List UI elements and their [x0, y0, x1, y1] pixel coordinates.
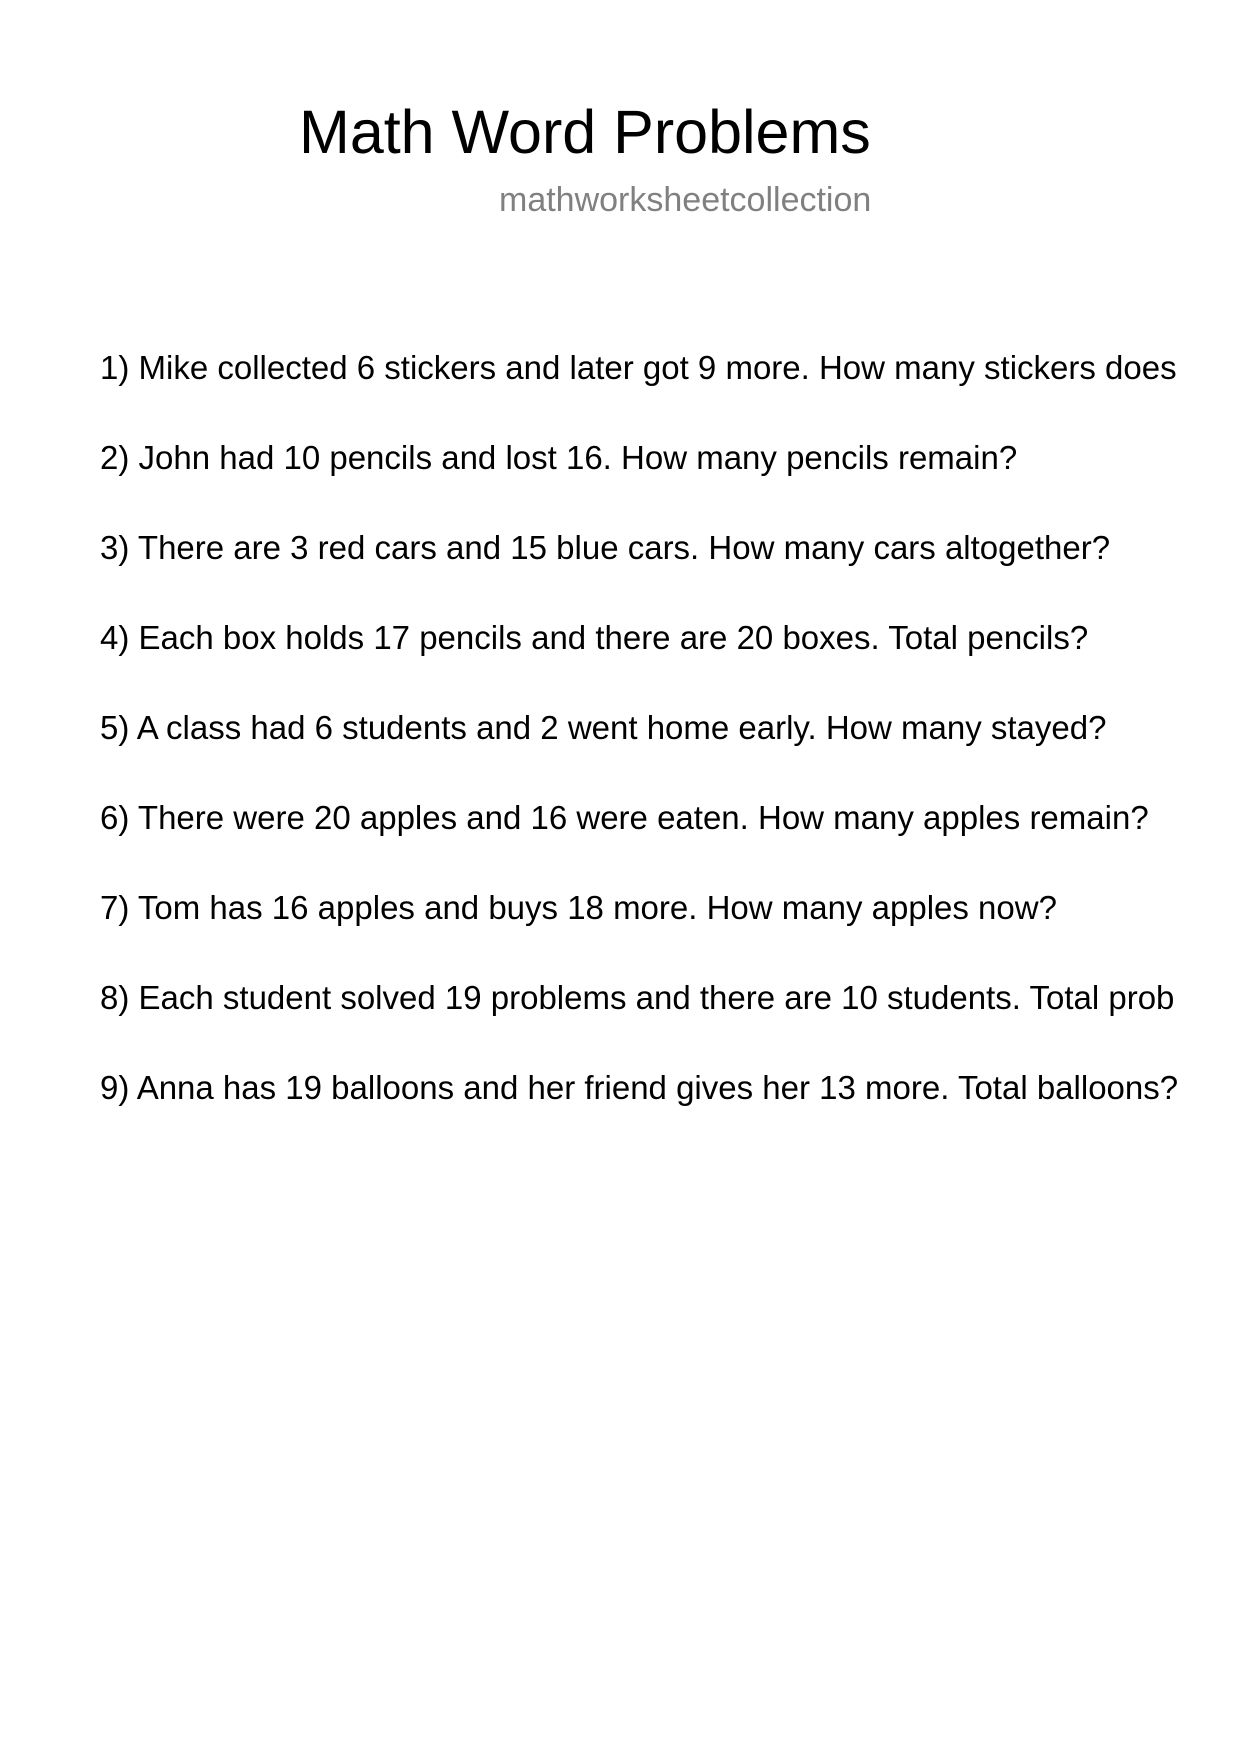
problem-list	[100, 348, 1240, 1158]
problem-item-7: 7) Tom has 16 apples and buys 18 more. How many apples now?	[100, 889, 1057, 926]
problem-item-6: 6) There were 20 apples and 16 were eaten. How many apples remain?	[100, 799, 1149, 836]
problem-item-1: 1) Mike collected 6 stickers and later got 9 more. How many stickers does	[100, 349, 1177, 386]
problem-item-8: 8) Each student solved 19 problems and there are 10 students. Total prob	[100, 979, 1175, 1016]
page-title: Math Word Problems	[299, 98, 871, 166]
problem-item-3: 3) There are 3 red cars and 15 blue cars. How many cars altogether?	[100, 529, 1111, 566]
problem-item-2: 2) John had 10 pencils and lost 16. How many pencils remain?	[100, 439, 1018, 476]
problem-item-9: 9) Anna has 19 balloons and her friend gives her 13 more. Total balloons?	[100, 1069, 1179, 1106]
source-subtitle: mathworksheetcollection	[499, 181, 872, 219]
problem-item-5: 5) A class had 6 students and 2 went home early. How many stayed?	[100, 709, 1107, 746]
problem-item-4: 4) Each box holds 17 pencils and there are 20 boxes. Total pencils?	[100, 619, 1089, 656]
